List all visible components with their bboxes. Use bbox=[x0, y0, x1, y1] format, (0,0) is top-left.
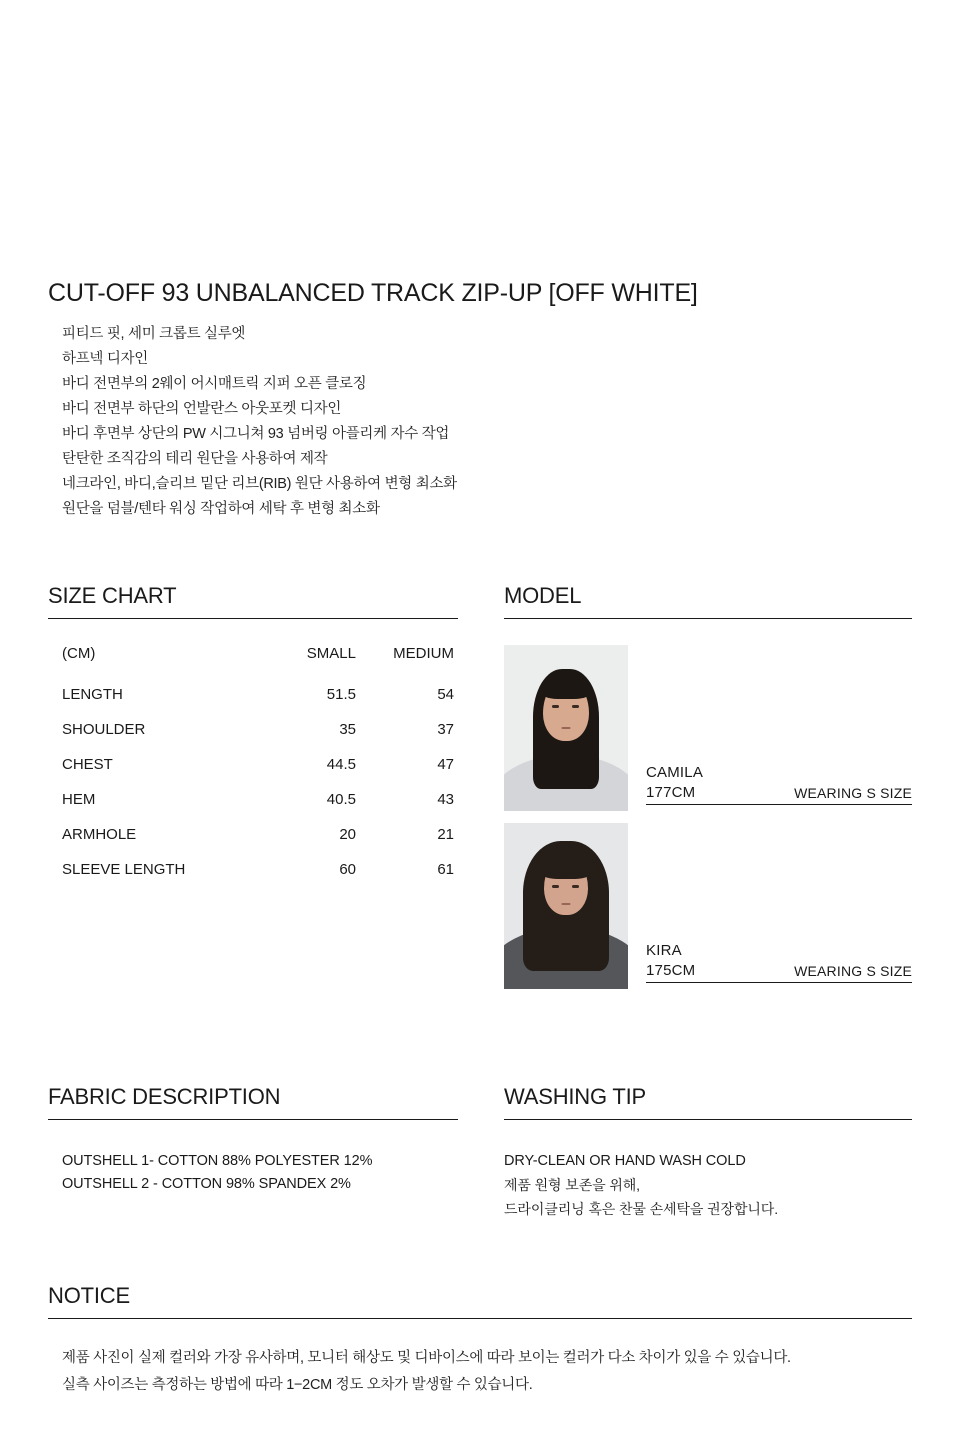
model-mouth bbox=[562, 903, 571, 905]
washing-tip-heading: WASHING TIP bbox=[504, 1084, 912, 1120]
fabric-line-1: OUTSHELL 1- COTTON 88% POLYESTER 12% bbox=[62, 1153, 373, 1169]
row-value-small: 35 bbox=[339, 721, 356, 738]
model-eye-left bbox=[552, 705, 559, 708]
description-line: 바디 후면부 상단의 PW 시그니쳐 93 넘버링 아플리케 자수 작업 bbox=[62, 426, 450, 442]
description-line: 원단을 덤블/텐타 워싱 작업하여 세탁 후 변형 최소화 bbox=[62, 501, 380, 517]
model-eye-left bbox=[552, 885, 559, 888]
washing-tip-body bbox=[504, 1150, 778, 1221]
size-chart-heading: SIZE CHART bbox=[48, 583, 458, 619]
row-value-medium: 47 bbox=[437, 756, 454, 773]
column-header-unit: (CM) bbox=[62, 645, 96, 662]
model-entry-camila bbox=[504, 645, 912, 811]
row-value-medium: 61 bbox=[437, 861, 454, 878]
row-label: HEM bbox=[62, 791, 96, 808]
model-wearing-size: WEARING S SIZE bbox=[794, 785, 912, 801]
table-row bbox=[62, 817, 458, 852]
fabric-description-heading: FABRIC DESCRIPTION bbox=[48, 1084, 458, 1120]
model-eye-right bbox=[572, 705, 579, 708]
table-row bbox=[62, 677, 458, 712]
washing-line-ko-1: 제품 원형 보존을 위해, bbox=[504, 1177, 640, 1193]
description-line: 바디 전면부 하단의 언발란스 아웃포켓 디자인 bbox=[62, 401, 342, 417]
notice-body bbox=[62, 1345, 791, 1399]
model-detail-row bbox=[646, 962, 912, 983]
row-label: LENGTH bbox=[62, 686, 123, 703]
description-line: 피티드 핏, 세미 크롭트 실루엣 bbox=[62, 326, 246, 342]
row-value-small: 44.5 bbox=[326, 756, 356, 773]
model-detail-row bbox=[646, 784, 912, 805]
description-line: 네크라인, 바디,슬리브 밑단 리브(RIB) 원단 사용하여 변형 최소화 bbox=[62, 476, 457, 492]
row-label: ARMHOLE bbox=[62, 826, 137, 843]
fabric-line-2: OUTSHELL 2 - COTTON 98% SPANDEX 2% bbox=[62, 1176, 351, 1192]
notice-heading: NOTICE bbox=[48, 1283, 912, 1319]
model-heading: MODEL bbox=[504, 583, 912, 619]
table-header-row bbox=[62, 645, 458, 677]
page-title: CUT-OFF 93 UNBALANCED TRACK ZIP-UP [OFF WHITE] bbox=[48, 278, 698, 307]
model-photo-camila bbox=[504, 645, 628, 811]
notice-line-1: 제품 사진이 실제 컬러와 가장 유사하며, 모니터 해상도 및 디바이스에 따라 보이는 컬러가 다소 차이가 있을 수 있습니다. bbox=[62, 1350, 791, 1366]
washing-line-ko-2: 드라이클리닝 혹은 찬물 손세탁을 권장합니다. bbox=[504, 1201, 779, 1217]
size-chart-table bbox=[62, 645, 458, 887]
row-value-small: 60 bbox=[339, 861, 356, 878]
row-value-medium: 43 bbox=[437, 791, 454, 808]
table-row bbox=[62, 782, 458, 817]
model-info-kira bbox=[646, 941, 912, 983]
row-value-medium: 54 bbox=[437, 686, 454, 703]
row-label: SHOULDER bbox=[62, 721, 146, 738]
model-name: KIRA bbox=[646, 942, 682, 959]
product-description-list bbox=[62, 322, 457, 522]
description-line: 하프넥 디자인 bbox=[62, 351, 148, 367]
row-value-small: 51.5 bbox=[326, 686, 356, 703]
model-name: CAMILA bbox=[646, 764, 704, 781]
model-mouth bbox=[562, 727, 571, 729]
row-value-medium: 21 bbox=[437, 826, 454, 843]
model-wearing-size: WEARING S SIZE bbox=[794, 963, 912, 979]
row-value-small: 20 bbox=[339, 826, 356, 843]
column-header-medium: MEDIUM bbox=[393, 645, 454, 662]
table-row bbox=[62, 712, 458, 747]
model-photo-kira bbox=[504, 823, 628, 989]
table-row bbox=[62, 747, 458, 782]
model-hair-front bbox=[540, 673, 592, 699]
fabric-description-body bbox=[62, 1150, 372, 1196]
description-line: 바디 전면부의 2웨이 어시매트릭 지퍼 오픈 클로징 bbox=[62, 376, 367, 392]
row-label: CHEST bbox=[62, 756, 113, 773]
notice-line-2: 실측 사이즈는 측정하는 방법에 따라 1−2CM 정도 오차가 발생할 수 있습니다. bbox=[62, 1377, 533, 1393]
table-row bbox=[62, 852, 458, 887]
row-value-small: 40.5 bbox=[326, 791, 356, 808]
model-eye-right bbox=[572, 885, 579, 888]
washing-line-en: DRY-CLEAN OR HAND WASH COLD bbox=[504, 1153, 746, 1169]
model-height: 177CM bbox=[646, 784, 696, 801]
model-entry-kira bbox=[504, 823, 912, 989]
model-height: 175CM bbox=[646, 962, 696, 979]
model-hair-front bbox=[538, 847, 594, 879]
row-value-medium: 37 bbox=[437, 721, 454, 738]
row-label: SLEEVE LENGTH bbox=[62, 861, 186, 878]
column-header-small: SMALL bbox=[306, 645, 356, 662]
model-info-camila bbox=[646, 763, 912, 805]
description-line: 탄탄한 조직감의 테리 원단을 사용하여 제작 bbox=[62, 451, 328, 467]
